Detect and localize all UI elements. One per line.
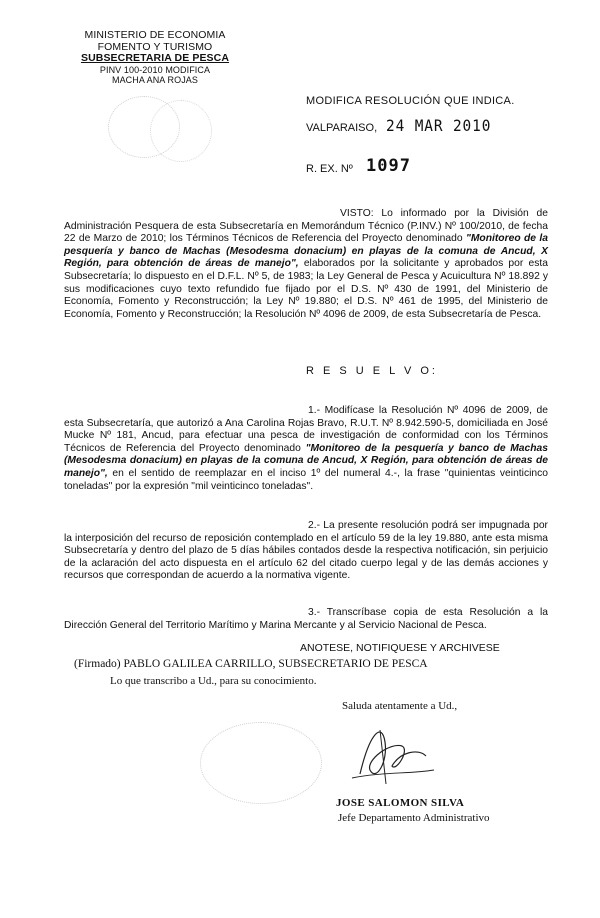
place-label: VALPARAISO, [306,122,378,134]
visto-text-rest: elaborados por la solicitante y aprobados por esta Subsecretaría; lo dispuesto en el D.F.L. Nº 5, de 1983; la Ley General de Pesca y Acuicultura Nº 18.892 y sus modificaciones cuyo texto refundido fue fijado por el D.S. Nº 430 de 1991, del Ministerio de Economía, Fomento y Reconstrucción; la Ley Nº 19.880; el D.S. Nº 461 de 1995, del Ministerio de Economía, Fomento y Reconstrucción; la Resolución Nº 4096 de 2009, de esta Subsecretaría de Pesca. [64,258,548,320]
letterhead [70,30,240,85]
resolution-label: R. EX. Nº [306,163,353,175]
signer-role: Jefe Departamento Administrativo [338,812,490,824]
item-2-text: 2.- La presente resolución podrá ser impugnada por la interposición del recurso de reposición contemplado en el artículo 59 de la ley 19.880, ante esta misma Subsecretaría y dentro del plazo de 5 días hábiles contados desde la respectiva notificación, sin perjuicio de la aclaración del acto dispuesta en el artículo 62 del citado cuerpo legal y de las demás acciones y recursos que correspondan de acuerdo a la normativa vigente. [64,520,548,582]
closing-formula: ANOTESE, NOTIFIQUESE Y ARCHIVESE [300,642,500,654]
signed-by-line: (Firmado) PABLO GALILEA CARRILLO, SUBSECRETARIO DE PESCA [74,658,428,670]
item-3 [64,607,548,632]
visto-paragraph [64,208,548,321]
document-title: MODIFICA RESOLUCIÓN QUE INDICA. [306,95,515,107]
signer-name: JOSE SALOMON SILVA [336,797,465,809]
visto-text: VISTO: Lo informado por la División de Administración Pesquera de esta Subsecretaría en Memorándum Técnico (P.INV.) Nº 100/2010, de fecha 22 de Marzo de 2010; los Términos Técnicos de Referencia del Proyecto denominado [64,208,548,245]
reference-code: PINV 100-2010 MODIFICA [99,64,211,75]
item-3-text: 3.- Transcríbase copia de esta Resolución a la Dirección General del Territorio Marítimo y Marina Mercante y al Servicio Nacional de Pesca. [64,607,548,631]
item-1-text: 1.- Modifícase la Resolución Nº 4096 de 2009, de esta Subsecretaría, que autorizó a Ana Carolina Rojas Bravo, R.U.T. Nº 8.942.590-5, domiciliada en José Mucke Nº 181, Ancud, para efectuar una pesca de investigación de conformidad con los Términos Técnicos de Referencia del Proyecto denominado [64,405,548,454]
visto-project-title: "Monitoreo de la pesquería y banco de Machas (Mesodesma donacium) en playas de la comuna de Ancud, X Región, para obtención de áreas de manejo", [64,233,548,270]
salutation: Saluda atentamente a Ud., [342,700,458,712]
stamped-date: 24 MAR 2010 [386,116,492,135]
resolution-number: 1097 [366,156,411,176]
transcription-note: Lo que transcribo a Ud., para su conocimiento. [110,675,317,687]
ministry-line-2: FOMENTO Y TURISMO [97,40,213,53]
reference-name: MACHA ANA ROJAS [111,74,199,85]
item-1-text-rest: en el sentido de reemplazar en el inciso 1º del numeral 4.-, la frase "quinientas veinticinco toneladas" por la expresión "mil veinticinco toneladas". [64,467,548,492]
handwritten-signature [330,712,440,792]
resuelvo-heading: R E S U E L V O: [306,365,438,377]
item-1-project-title: "Monitoreo de la pesquería y banco de Machas (Mesodesma donacium) en playas de la comuna de Ancud, X Región, para obtención de áreas de manejo", [64,442,548,479]
item-2 [64,520,548,583]
faded-stamp-3 [200,722,322,804]
subsecretaria-line: SUBSECRETARIA DE PESCA [80,52,230,64]
ministry-line: MINISTERIO DE ECONOMIA [84,29,226,41]
item-1 [64,405,548,493]
faded-stamp-2 [150,100,212,162]
